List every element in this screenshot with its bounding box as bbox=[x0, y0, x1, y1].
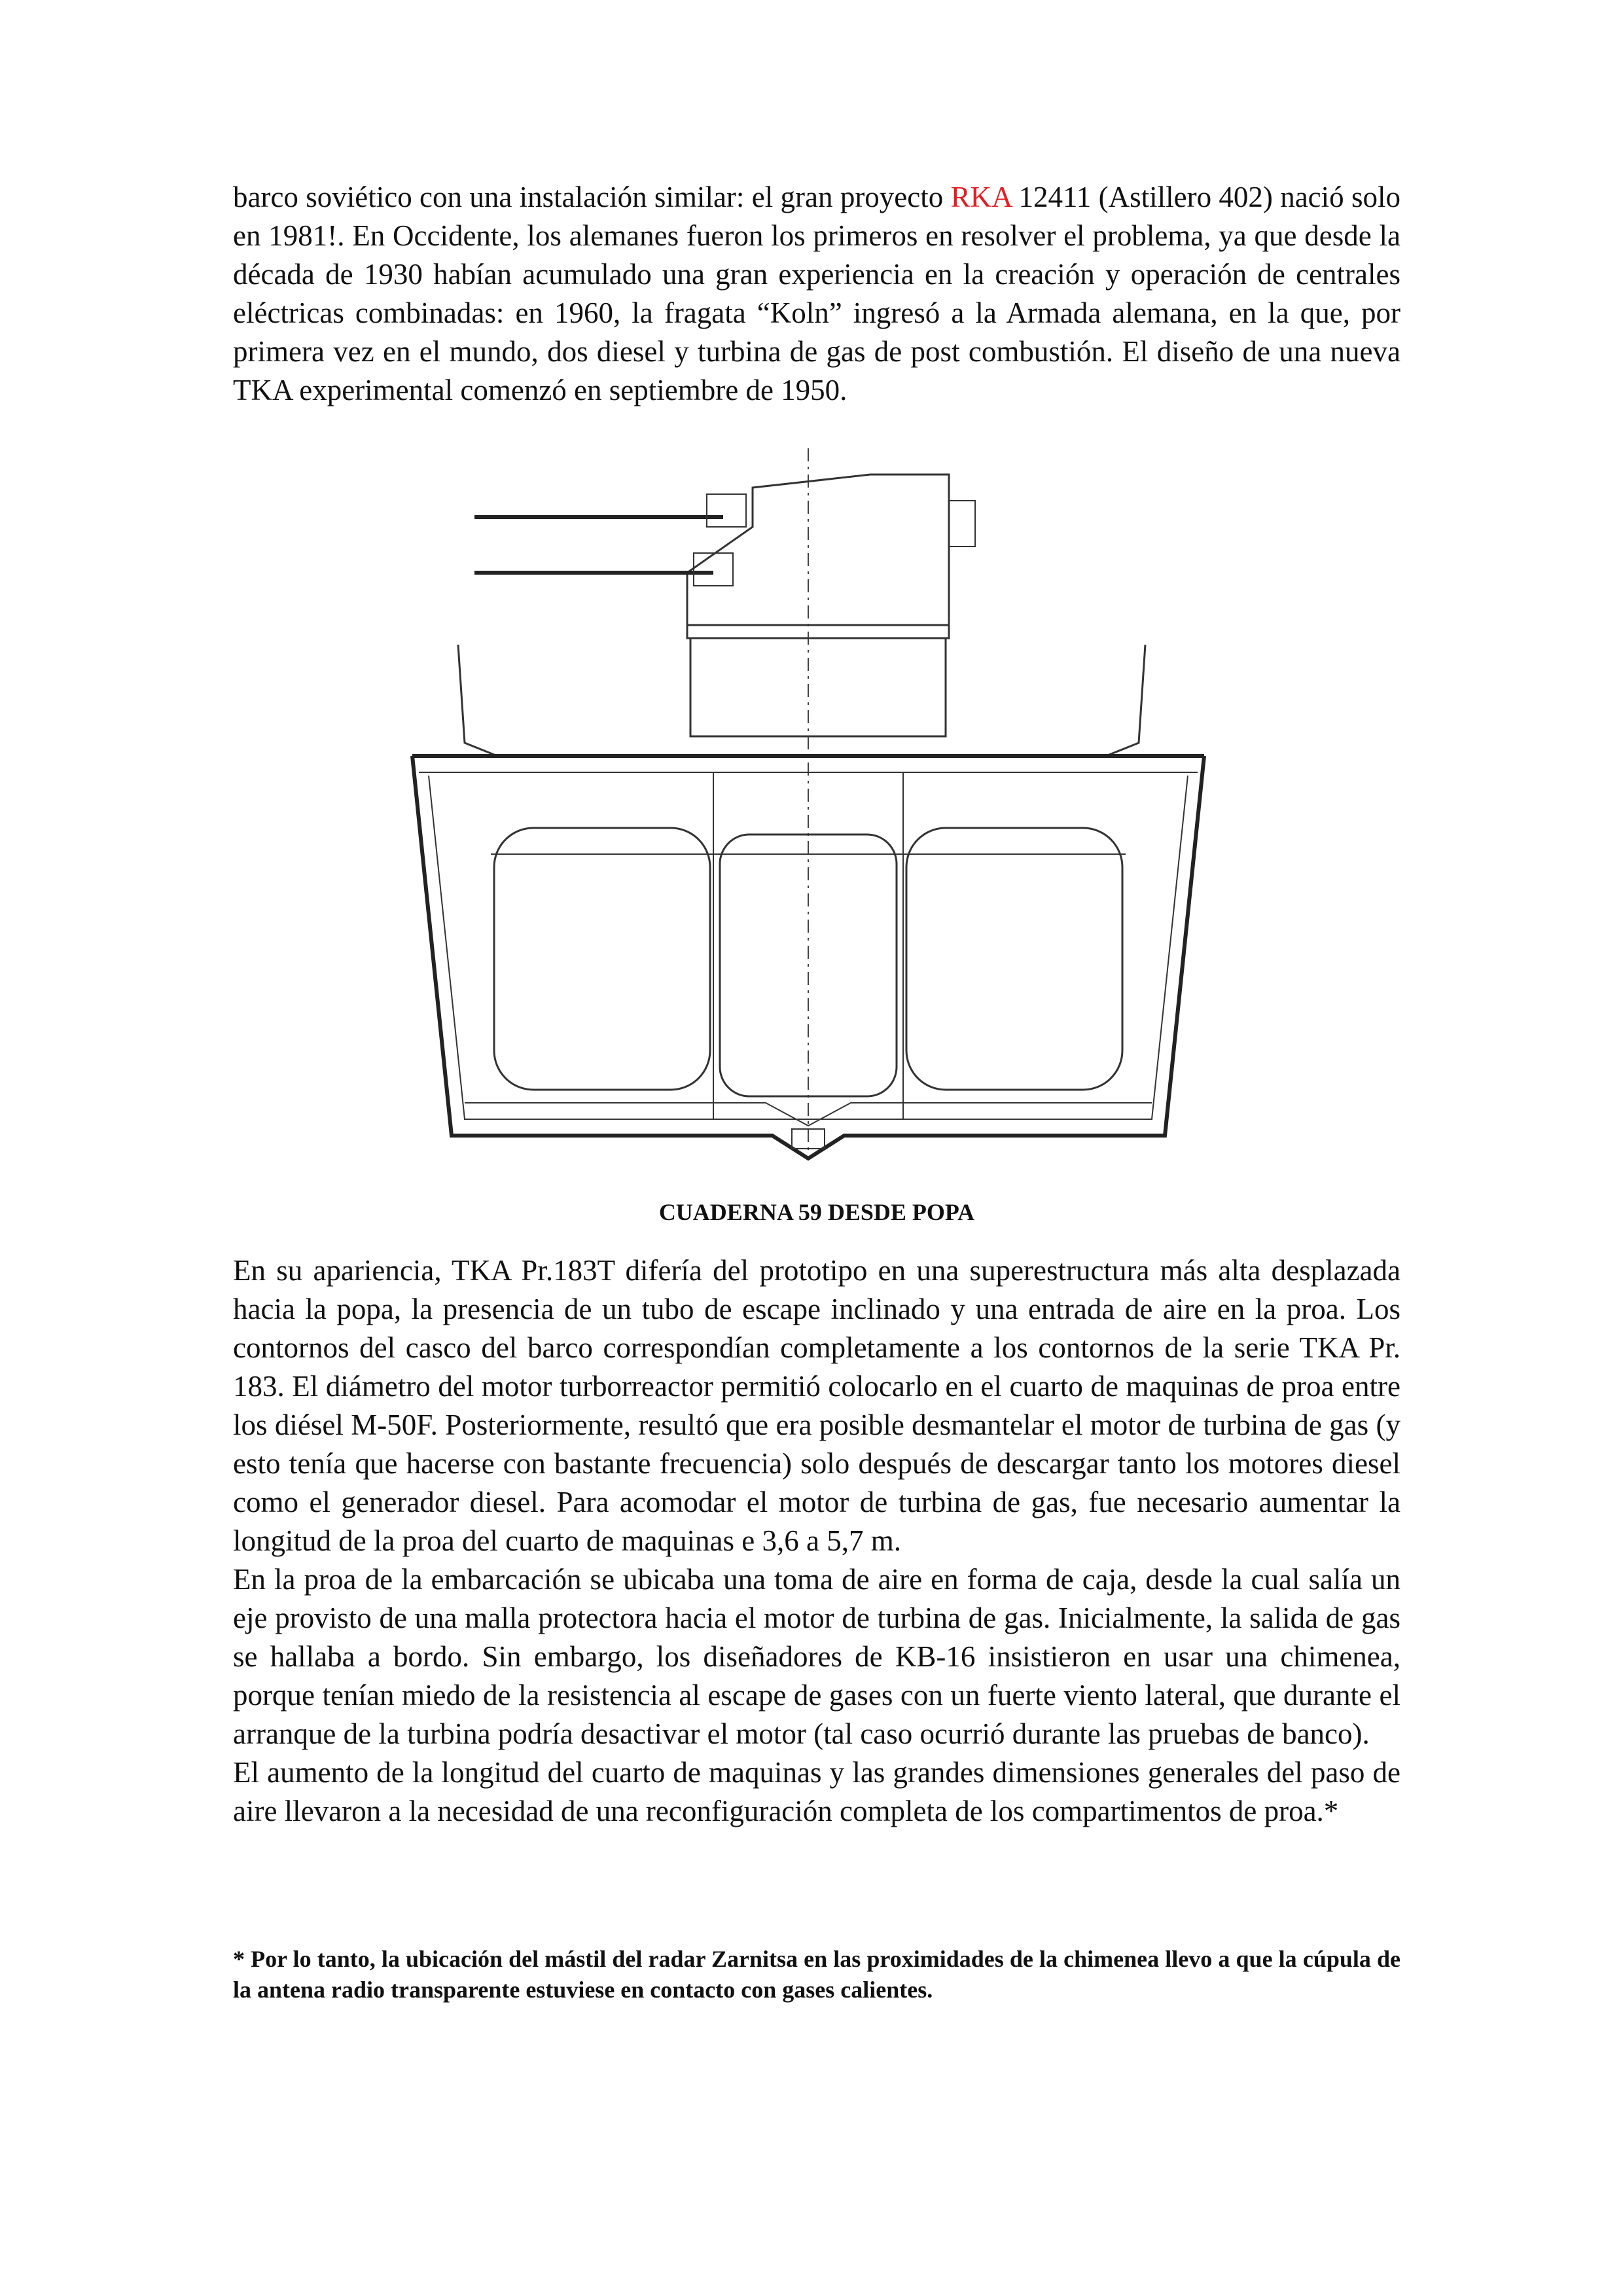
intro-text-start: barco soviético con una instalación similar: el gran proyecto bbox=[233, 181, 951, 213]
gun-mount-upper bbox=[707, 494, 746, 527]
gun-mount-lower bbox=[694, 553, 733, 586]
turret-side-fitting bbox=[949, 501, 975, 547]
rka-highlight: RKA bbox=[950, 181, 1012, 213]
body-text bbox=[233, 1251, 1400, 1831]
intro-paragraph bbox=[233, 178, 1400, 410]
figure-caption: CUADERNA 59 DESDE POPA bbox=[658, 1199, 975, 1225]
turret-ring bbox=[687, 625, 949, 638]
intro-paragraph-text bbox=[233, 178, 1400, 410]
mast-left bbox=[458, 645, 497, 756]
turret-base-cylinder bbox=[690, 638, 946, 736]
hull-cross-section-figure bbox=[399, 448, 1217, 1168]
turret-box bbox=[687, 475, 949, 625]
body-paragraph-1: En su apariencia, TKA Pr.183T difería del prototipo en una superestructura más alta desplazada hacia la popa, la presencia de un tubo de escape inclinado y una entrada de aire en la proa. Los contornos del casco del barco correspondían completamente a los contornos de la serie TKA Pr. 183. El diámetro del motor turborreactor permitió colocarlo en el cuarto de maquinas de proa entre los diésel M-50F. Posteriormente, resultó que era posible desmantelar el motor de turbina de gas (y esto tenía que hacerse con bastante frecuencia) solo después de descargar tanto los motores diesel como el generador diesel. Para acomodar el motor de turbina de gas, fue necesario aumentar la longitud de la proa del cuarto de maquinas e 3,6 a 5,7 m. bbox=[233, 1254, 1400, 1557]
mast-right bbox=[1106, 645, 1145, 756]
engine-right bbox=[906, 828, 1122, 1090]
body-paragraph-2: En la proa de la embarcación se ubicaba una toma de aire en forma de caja, desde la cual salía un eje provisto de una malla protectora hacia el motor de turbina de gas. Inicialmente, la salida de gas se hallaba a bordo. Sin embargo, los diseñadores de KB-16 insistieron en usar una chimenea, porque tenían miedo de la resistencia al escape de gases con un fuerte viento lateral, que durante el arranque de la turbina podría desactivar el motor (tal caso ocurrió durante las pruebas de banco). bbox=[233, 1563, 1400, 1750]
intro-text-rest: 12411 (Astillero 402) nació solo en 1981!. En Occidente, los alemanes fueron los primeros en resolver el problema, ya que desde la década de 1930 habían acumulado una gran experiencia en la creación y operación de centrales eléctricas combinadas: en 1960, la fragata “Koln” ingresó a la Armada alemana, en la que, por primera vez en el mundo, dos diesel y turbina de gas de post combustión. El diseño de una nueva TKA experimental comenzó en septiembre de 1950. bbox=[233, 181, 1401, 406]
footnote: * Por lo tanto, la ubicación del mástil del radar Zarnitsa en las proximidades de la chimenea llevo a que la cúpula de la antena radio transparente estuviese en contacto con gases calientes. bbox=[233, 1946, 1400, 2003]
body-paragraph-3: El aumento de la longitud del cuarto de maquinas y las grandes dimensiones generales del paso de aire llevaron a la necesidad de una reconfiguración completa de los compartimentos de proa.* bbox=[233, 1756, 1400, 1827]
hull-cross-section-drawing bbox=[399, 448, 1217, 1168]
engine-left bbox=[494, 828, 710, 1090]
